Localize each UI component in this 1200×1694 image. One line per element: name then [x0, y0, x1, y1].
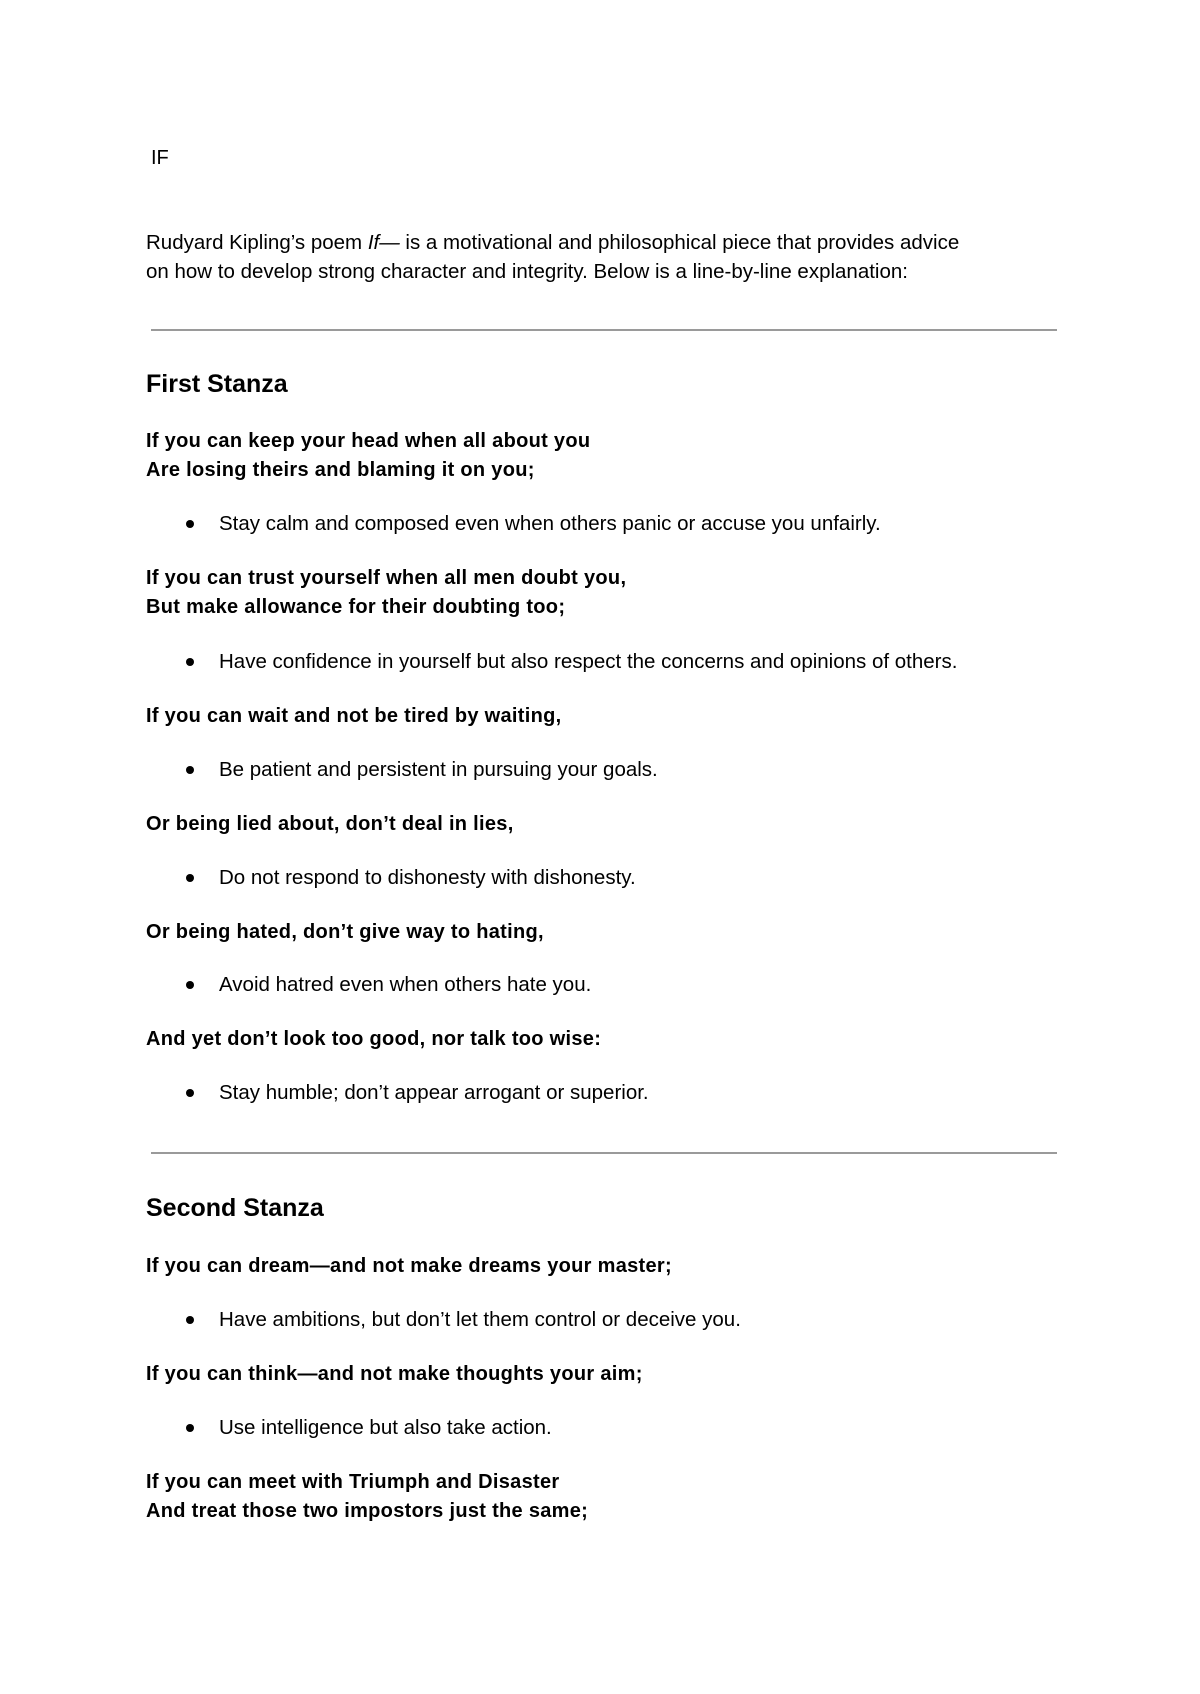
verse-block [146, 702, 561, 731]
intro-text-before: Rudyard Kipling’s poem [146, 231, 368, 254]
verse-block [146, 1468, 588, 1526]
verse-block [146, 918, 544, 947]
verse-line: If you can meet with Triumph and Disaster [146, 1471, 560, 1493]
explanation-bullet: Stay calm and composed even when others panic or accuse you unfairly. [182, 509, 881, 538]
explanation-bullet: Have confidence in yourself but also respect the concerns and opinions of others. [182, 647, 957, 676]
explanation-bullet: Stay humble; don’t appear arrogant or superior. [182, 1078, 649, 1107]
verse-block [146, 1025, 601, 1054]
verse-line: But make allowance for their doubting too; [146, 596, 566, 618]
explanation-bullet: Be patient and persistent in pursuing your goals. [182, 755, 658, 784]
verse-line: Or being lied about, don’t deal in lies, [146, 813, 514, 835]
document-title: IF [151, 147, 169, 169]
verse-line: If you can think—and not make thoughts your aim; [146, 1363, 643, 1385]
explanation-bullet: Avoid hatred even when others hate you. [182, 970, 591, 999]
verse-block [146, 427, 590, 485]
verse-block [146, 810, 514, 839]
verse-line: If you can dream—and not make dreams your master; [146, 1255, 672, 1277]
verse-line: If you can wait and not be tired by waiting, [146, 705, 562, 727]
section-divider [151, 1152, 1057, 1154]
intro-text-line2: on how to develop strong character and integrity. Below is a line-by-line explanation: [146, 260, 908, 283]
intro-paragraph [146, 228, 1066, 286]
verse-line: And treat those two impostors just the same; [146, 1500, 589, 1522]
section-divider [151, 329, 1057, 331]
verse-line: If you can keep your head when all about you [146, 430, 591, 452]
verse-block [146, 1360, 643, 1389]
explanation-bullet: Do not respond to dishonesty with dishonesty. [182, 863, 636, 892]
verse-line: Are losing theirs and blaming it on you; [146, 459, 535, 481]
intro-text-line1: is a motivational and philosophical piece that provides advice [399, 231, 960, 254]
verse-block [146, 564, 626, 622]
poem-title-italic: If— [367, 231, 400, 254]
verse-line: And yet don’t look too good, nor talk too wise: [146, 1028, 602, 1050]
verse-block [146, 1252, 672, 1281]
explanation-bullet: Use intelligence but also take action. [182, 1413, 552, 1442]
verse-line: If you can trust yourself when all men doubt you, [146, 567, 627, 589]
verse-line: Or being hated, don’t give way to hating, [146, 921, 544, 943]
explanation-bullet: Have ambitions, but don’t let them control or deceive you. [182, 1305, 741, 1334]
stanza-heading-second: Second Stanza [146, 1194, 324, 1222]
stanza-heading-first: First Stanza [146, 370, 288, 398]
